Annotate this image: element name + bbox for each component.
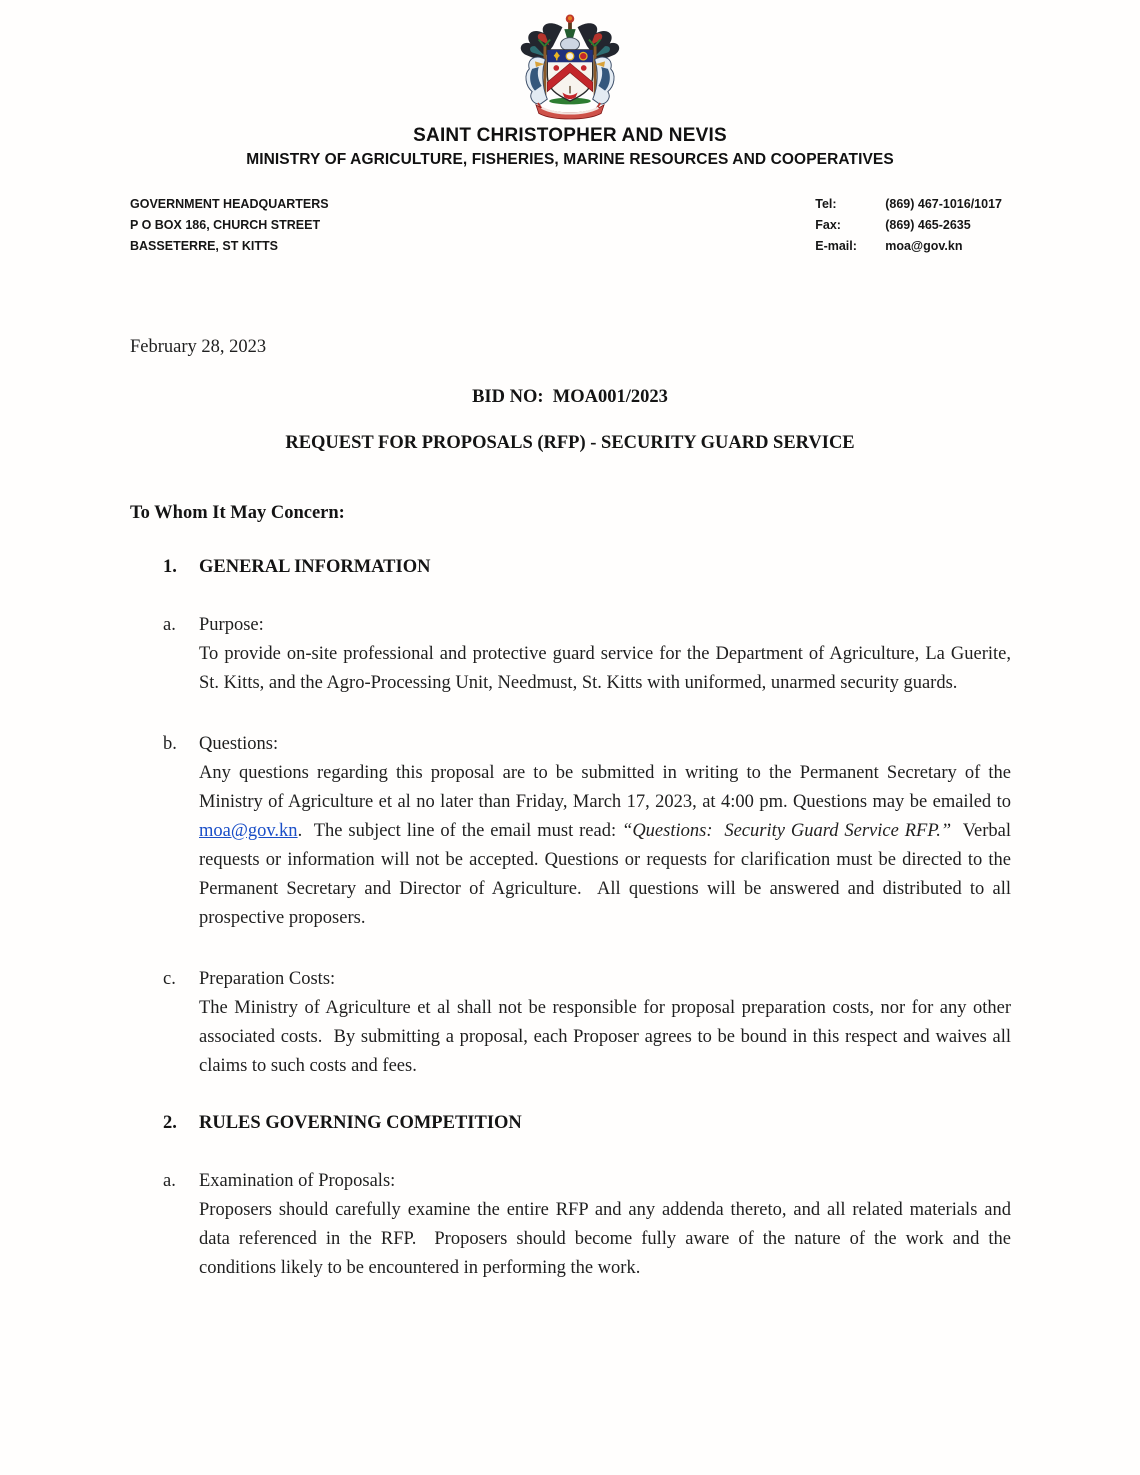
list-item-content [199,611,1016,698]
section-number: 1. [163,557,177,577]
fax-value: (869) 465-2635 [885,218,971,232]
list-item-letter: c. [163,969,176,989]
paragraph-text: Verbal requests or information will not be accepted. Questions or requests for clarification must be directed to the Permanent Secretary and Director of Agriculture. All questions will be answered and distributed to all prospective proposers. [199,821,1016,928]
tel-value: (869) 467-1016/1017 [885,197,1002,211]
address-line: BASSETERRE, ST KITTS [130,239,278,253]
list-item-purpose [0,611,1140,698]
item-title: Questions: [199,734,279,754]
item-paragraph: The Ministry of Agriculture et al shall not be responsible for proposal preparation costs, nor for any other associated costs. By submitting a proposal, each Proposer agrees to be bound in this respect and waives all claims to such costs and fees. [199,998,1016,1076]
contact-block [815,194,1002,257]
country-title: SAINT CHRISTOPHER AND NEVIS [413,125,727,146]
salutation: To Whom It May Concern: [130,503,345,523]
section-number: 2. [163,1113,177,1133]
email-label: E-mail: [815,239,857,253]
email-value: moa@gov.kn [885,239,963,253]
bid-number: BID NO: MOA001/2023 [472,387,668,407]
ministry-title: MINISTRY OF AGRICULTURE, FISHERIES, MARINE RESOURCES AND COOPERATIVES [246,151,894,168]
paragraph-text: . The subject line of the email must read: [297,821,623,841]
item-paragraph [199,759,1016,933]
paragraph-text: Any questions regarding this proposal are to be submitted in writing to the Permanent Secretary of the Ministry of Agriculture et al no later than Friday, March 17, 2023, at 4:00 pm. Questions may be emailed to [199,763,1016,812]
masthead-info [130,194,1002,257]
item-paragraph: To provide on-site professional and protective guard service for the Department of Agriculture, La Guerite, St. Kitts, and the Agro-Processing Unit, Needmust, St. Kitts with uniformed, unarmed security guards. [199,644,1016,693]
list-item-content [199,1167,1016,1283]
list-item-content [199,730,1016,933]
address-line: P O BOX 186, CHURCH STREET [130,218,321,232]
list-item-content [199,965,1016,1081]
coat-of-arms-icon [503,14,637,120]
contact-row-tel [815,194,1002,215]
list-item-letter: a. [163,1171,176,1191]
section-title: RULES GOVERNING COMPETITION [199,1113,522,1133]
list-item-examination-of-proposals [0,1167,1140,1283]
letter-date: February 28, 2023 [130,337,267,357]
contact-row-fax [815,215,1002,236]
section-title: GENERAL INFORMATION [199,557,431,577]
item-paragraph: Proposers should carefully examine the entire RFP and any addenda thereto, and all related materials and data referenced in the RFP. Proposers should become fully aware of the nature of the work and the conditions likely to be encountered in performing the work. [199,1200,1016,1278]
item-title: Examination of Proposals: [199,1171,396,1191]
rfp-title: REQUEST FOR PROPOSALS (RFP) - SECURITY GUARD SERVICE [285,433,855,453]
section-heading-rules-governing-competition [0,1111,1140,1135]
contact-row-email [815,236,1002,257]
list-item-preparation-costs [0,965,1140,1081]
list-item-letter: a. [163,615,176,635]
item-title: Preparation Costs: [199,969,336,989]
quoted-subject-text: “Questions: Security Guard Service RFP.” [622,821,952,841]
fax-label: Fax: [815,218,841,232]
list-item-letter: b. [163,734,177,754]
address-line: GOVERNMENT HEADQUARTERS [130,197,329,211]
section-heading-general-information [0,555,1140,579]
tel-label: Tel: [815,197,837,211]
masthead [0,14,1140,120]
email-link[interactable]: moa@gov.kn [199,821,298,841]
item-title: Purpose: [199,615,264,635]
address-block [130,194,329,257]
list-item-questions [0,730,1140,933]
